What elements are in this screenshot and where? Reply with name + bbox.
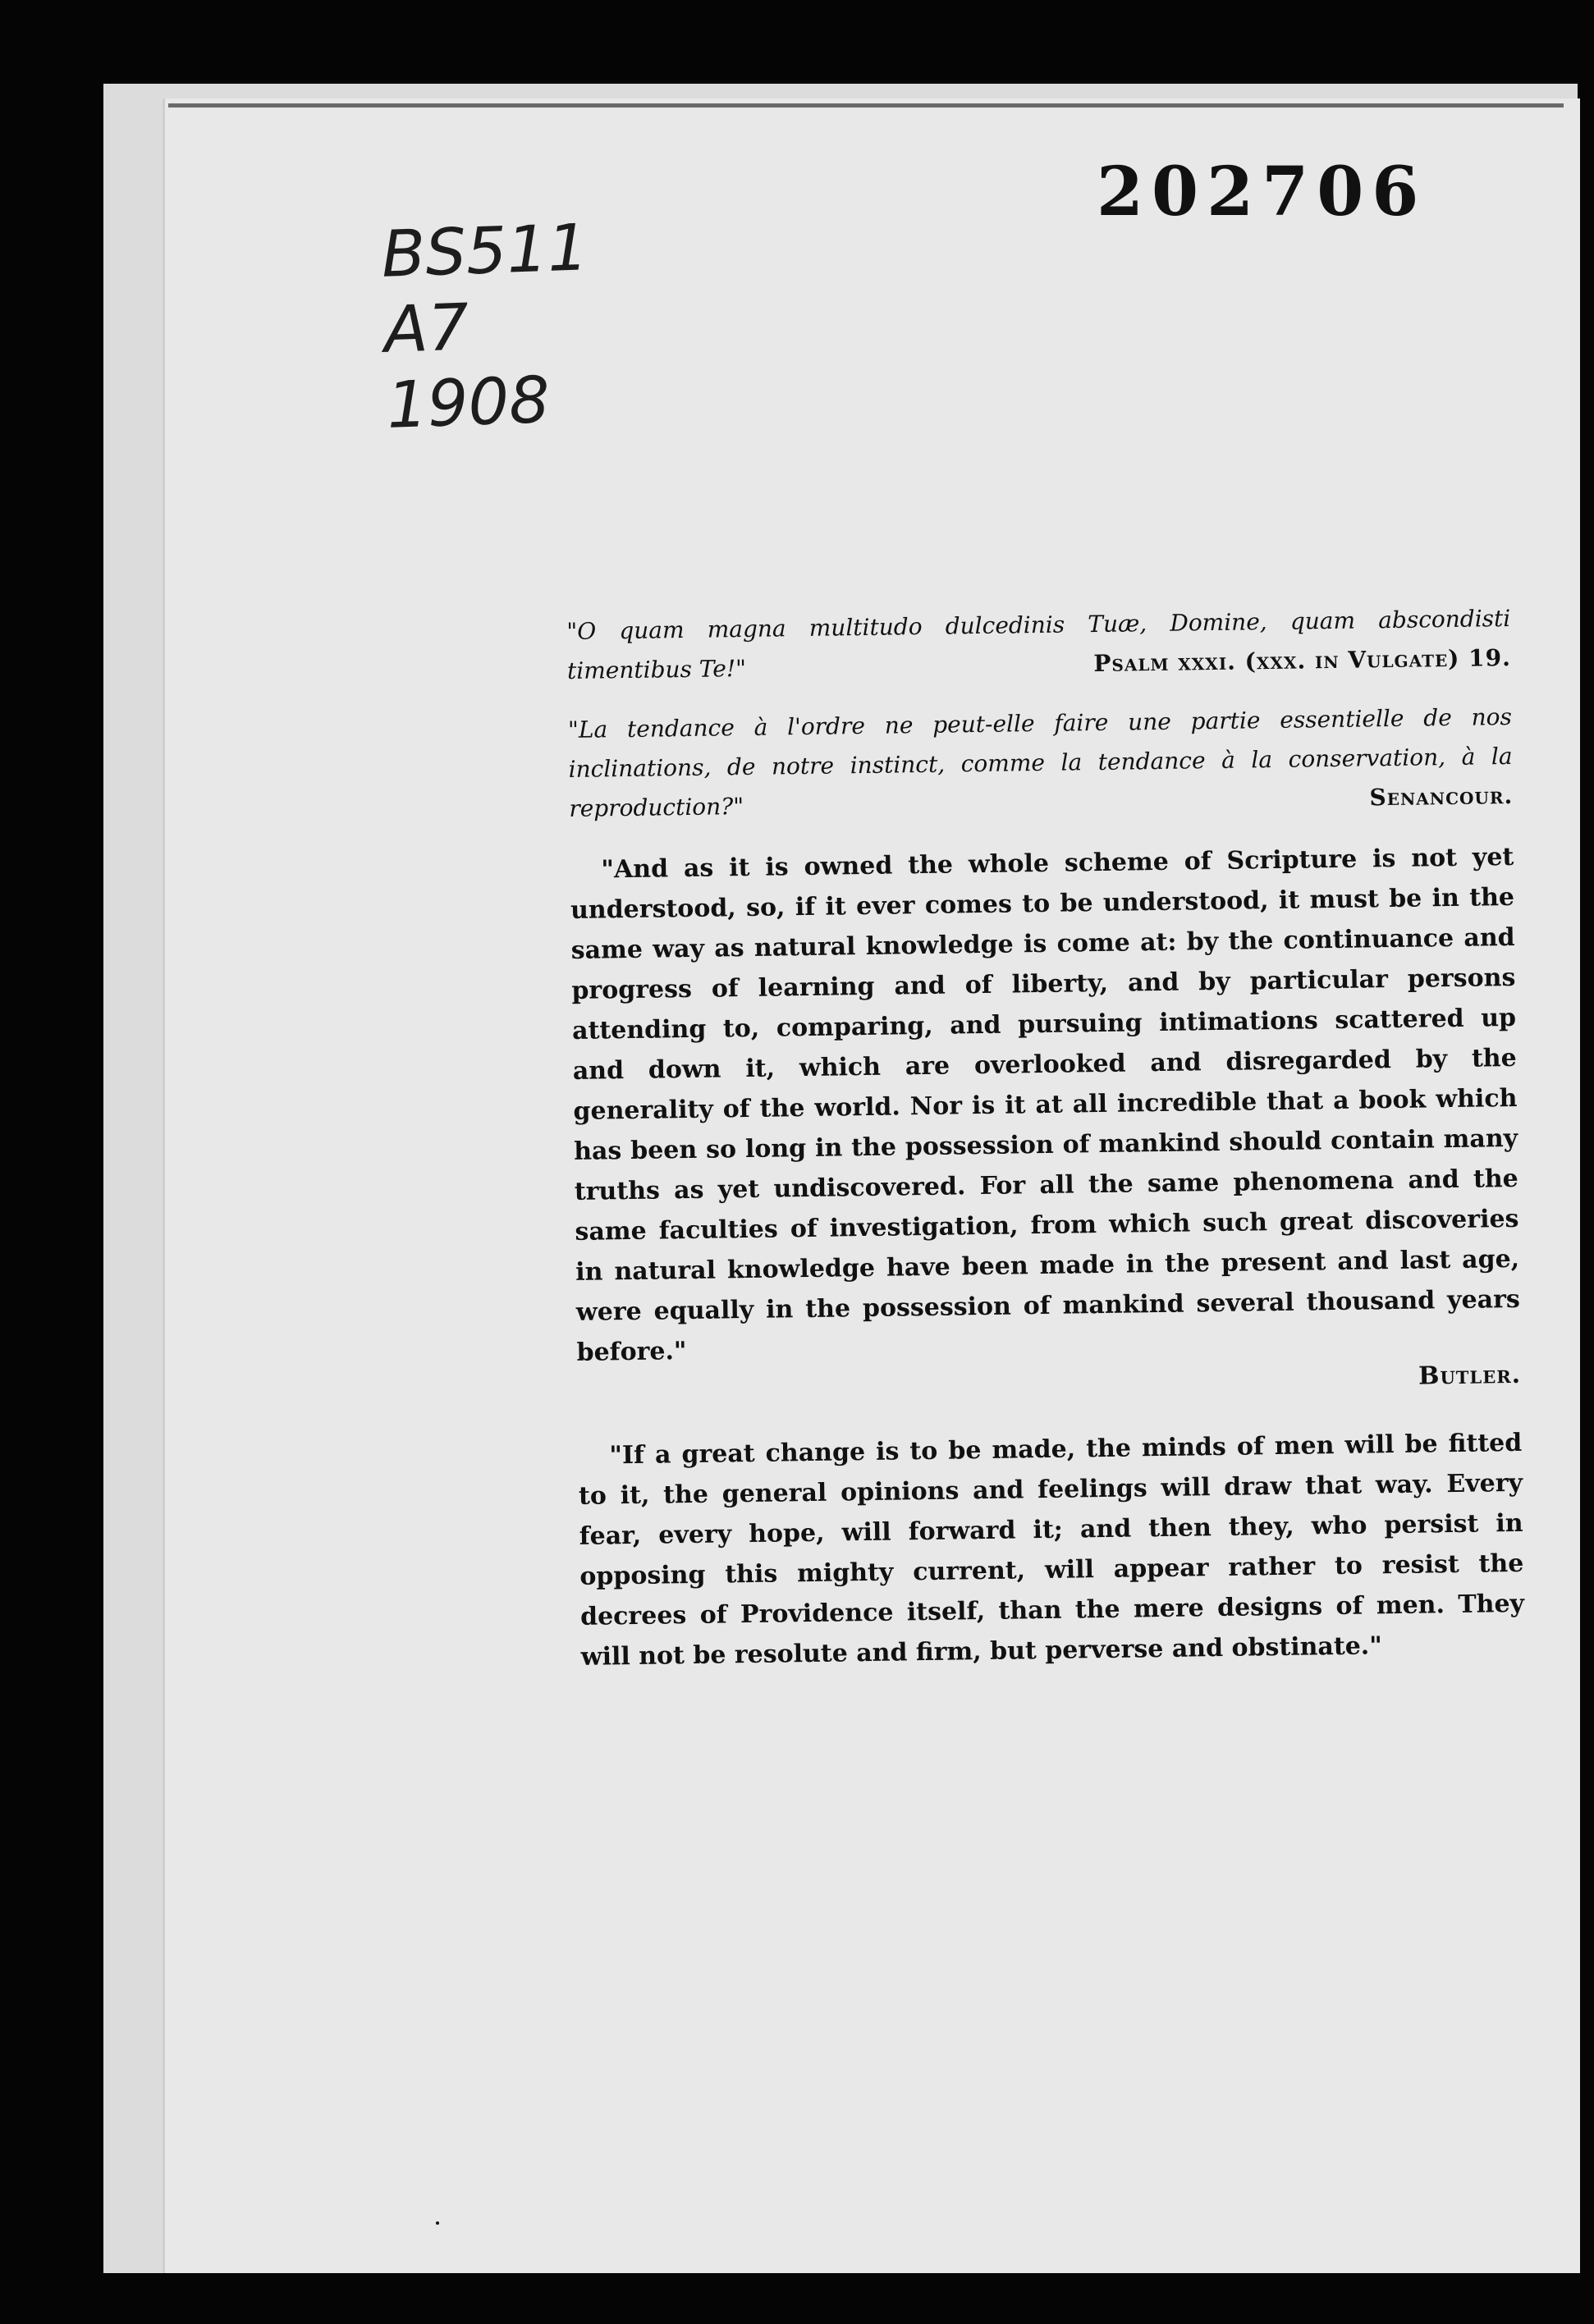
french-epigraph-text: "La tendance à l'ordre ne peut-elle faire une partie essentielle de nos inclinations, de notre instinct, comme la tendance à la conservation, à la reproduction?" (567, 702, 1513, 822)
senancour-attribution: Senancour. (1369, 781, 1514, 812)
psalm-attribution: Psalm xxxi. (xxx. in Vulgate) 19. (1093, 643, 1512, 678)
butler-epigraph (570, 837, 1521, 1408)
final-epigraph (578, 1423, 1525, 1677)
final-epigraph-text: "If a great change is to be made, the minds of men will be fitted to it, the general opinions and feelings will draw that way. Every fear, every hope, will forward it; and then they, who persist in opposing this mighty current, will appear rather to resist the decrees of Providence itself, than the mere designs of men. They will not be resolute and firm, but perverse and obstinate." (578, 1428, 1525, 1672)
call-number-line-2: A7 (382, 290, 470, 368)
latin-epigraph-text: "O quam magna multitudo dulcedinis Tuæ, Domine, quam abscondisti timentibus Te!" (566, 604, 1511, 684)
butler-attribution: Butler. (1418, 1360, 1522, 1391)
page-top-line (168, 103, 1564, 108)
latin-epigraph (566, 599, 1511, 691)
call-number-line-3: 1908 (385, 363, 552, 443)
french-epigraph (568, 698, 1514, 829)
scan-speck (436, 2221, 439, 2225)
butler-epigraph-text: "And as it is owned the whole scheme of Scripture is not yet understood, so, if it ever comes to be understood, it must be in the same way as natural knowledge is come at: by the continuance and progress of learning and of liberty, and by particular persons attending to, comparing, and pursuing intimations scattered up and down it, which are overlooked and disregarded by the generality of the world. Nor is it at all incredible that a book which has been so long in the possession of mankind should contain many truths as yet undiscovered. For all the same phenomena and the same faculties of investigation, from which such great discoveries in natural knowledge have been made in the present and last age, were equally in the possession of mankind several thousand years before." (570, 842, 1521, 1367)
call-number-line-1: BS511 (380, 211, 590, 292)
catalog-number: 202706 (1097, 153, 1427, 231)
epigraph-text-block (566, 599, 1525, 1677)
handwritten-call-number (380, 209, 617, 444)
